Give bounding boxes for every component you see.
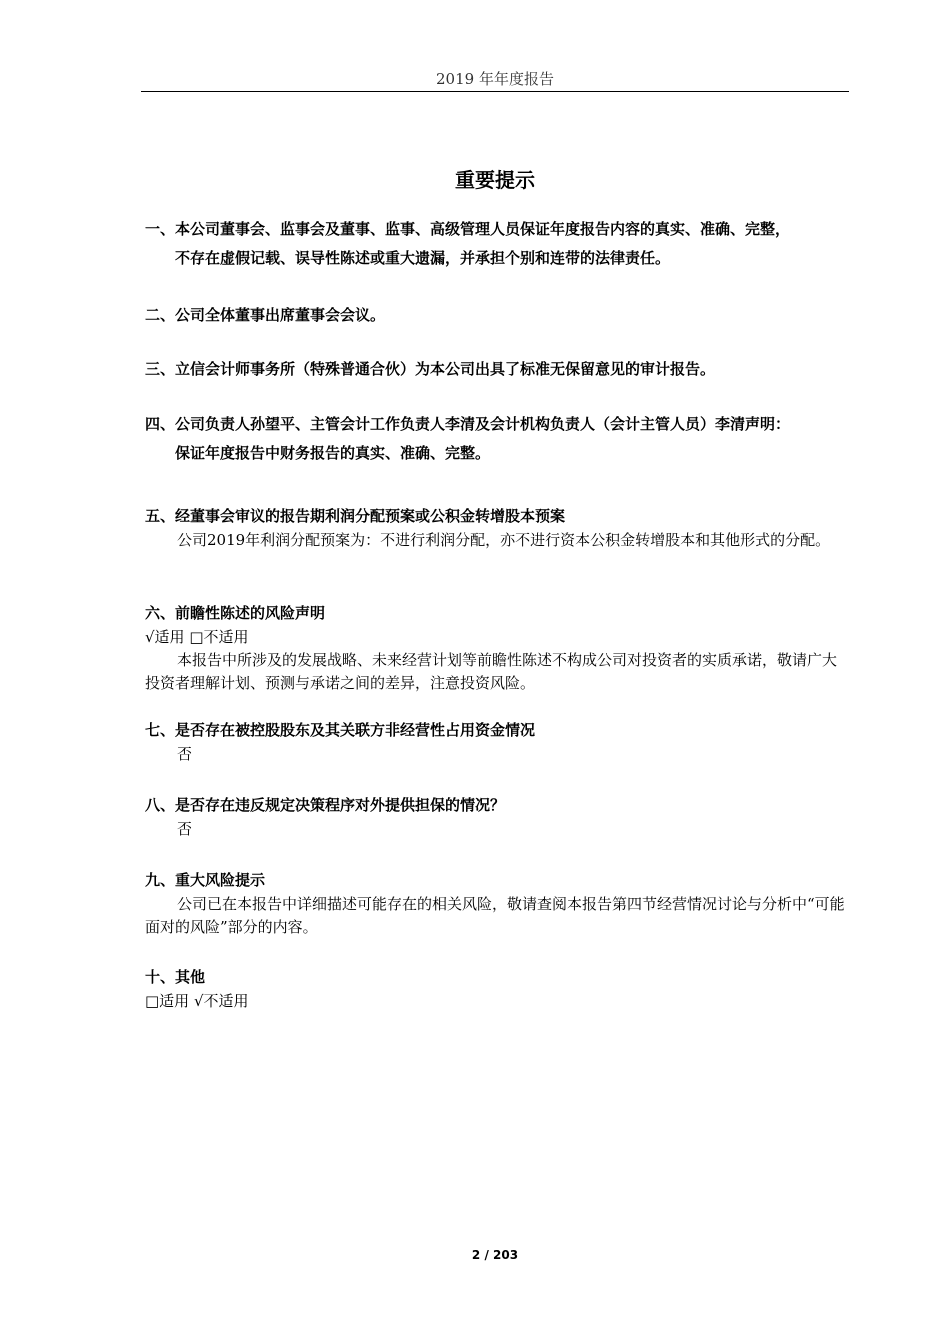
header-divider: [141, 91, 849, 92]
section-10-options: □适用 √不适用: [145, 992, 249, 1010]
section-9-heading: 九、重大风险提示: [145, 871, 266, 889]
section-4-line-1: 四、公司负责人孙望平、主管会计工作负责人李清及会计机构负责人（会计主管人员）李清声明：: [145, 415, 791, 433]
section-4: [145, 410, 850, 468]
running-header: 2019 年年度报告: [436, 70, 554, 88]
section-3-line-1: 三、立信会计师事务所（特殊普通合伙）为本公司出具了标准无保留意见的审计报告。: [145, 360, 716, 378]
section-10-heading: 十、其他: [145, 968, 206, 986]
section-1-line-2: 不存在虚假记载、误导性陈述或重大遗漏，并承担个别和连带的法律责任。: [175, 249, 671, 267]
section-8-heading: 八、是否存在违反规定决策程序对外提供担保的情况？: [145, 796, 506, 814]
section-9: [145, 867, 850, 939]
section-2: [145, 301, 850, 330]
section-6-heading: 六、前瞻性陈述的风险声明: [145, 604, 326, 622]
section-6-body: 本报告中所涉及的发展战略、未来经营计划等前瞻性陈述不构成公司对投资者的实质承诺，敬请广大投资者理解计划、预测与承诺之间的差异，注意投资风险。: [145, 651, 838, 692]
section-1: [145, 215, 850, 273]
page-title: 重要提示: [455, 168, 535, 192]
section-5-heading: 五、经董事会审议的报告期利润分配预案或公积金转增股本预案: [145, 507, 566, 525]
section-8: [145, 792, 850, 841]
section-4-line-2: 保证年度报告中财务报告的真实、准确、完整。: [175, 444, 491, 462]
section-8-value: 否: [177, 820, 193, 838]
section-7-value: 否: [177, 745, 193, 763]
section-9-body: 公司已在本报告中详细描述可能存在的相关风险，敬请查阅本报告第四节经营情况讨论与分析中“可能面对的风险”部分的内容。: [145, 895, 845, 936]
section-7-heading: 七、是否存在被控股股东及其关联方非经营性占用资金情况: [145, 721, 536, 739]
section-5-body: 公司2019年利润分配预案为：不进行利润分配，亦不进行资本公积金转增股本和其他形式的分配。: [177, 531, 831, 549]
section-6-options: √适用 □不适用: [145, 628, 249, 646]
section-5: [145, 503, 850, 552]
section-6: [145, 600, 850, 695]
section-7: [145, 717, 850, 766]
section-2-line-1: 二、公司全体董事出席董事会会议。: [145, 306, 386, 324]
section-1-line-1: 一、本公司董事会、监事会及董事、监事、高级管理人员保证年度报告内容的真实、准确、完整，: [145, 220, 791, 238]
section-3: [145, 355, 850, 384]
section-10: [145, 964, 850, 1013]
page-number: 2 / 203: [471, 1248, 519, 1262]
